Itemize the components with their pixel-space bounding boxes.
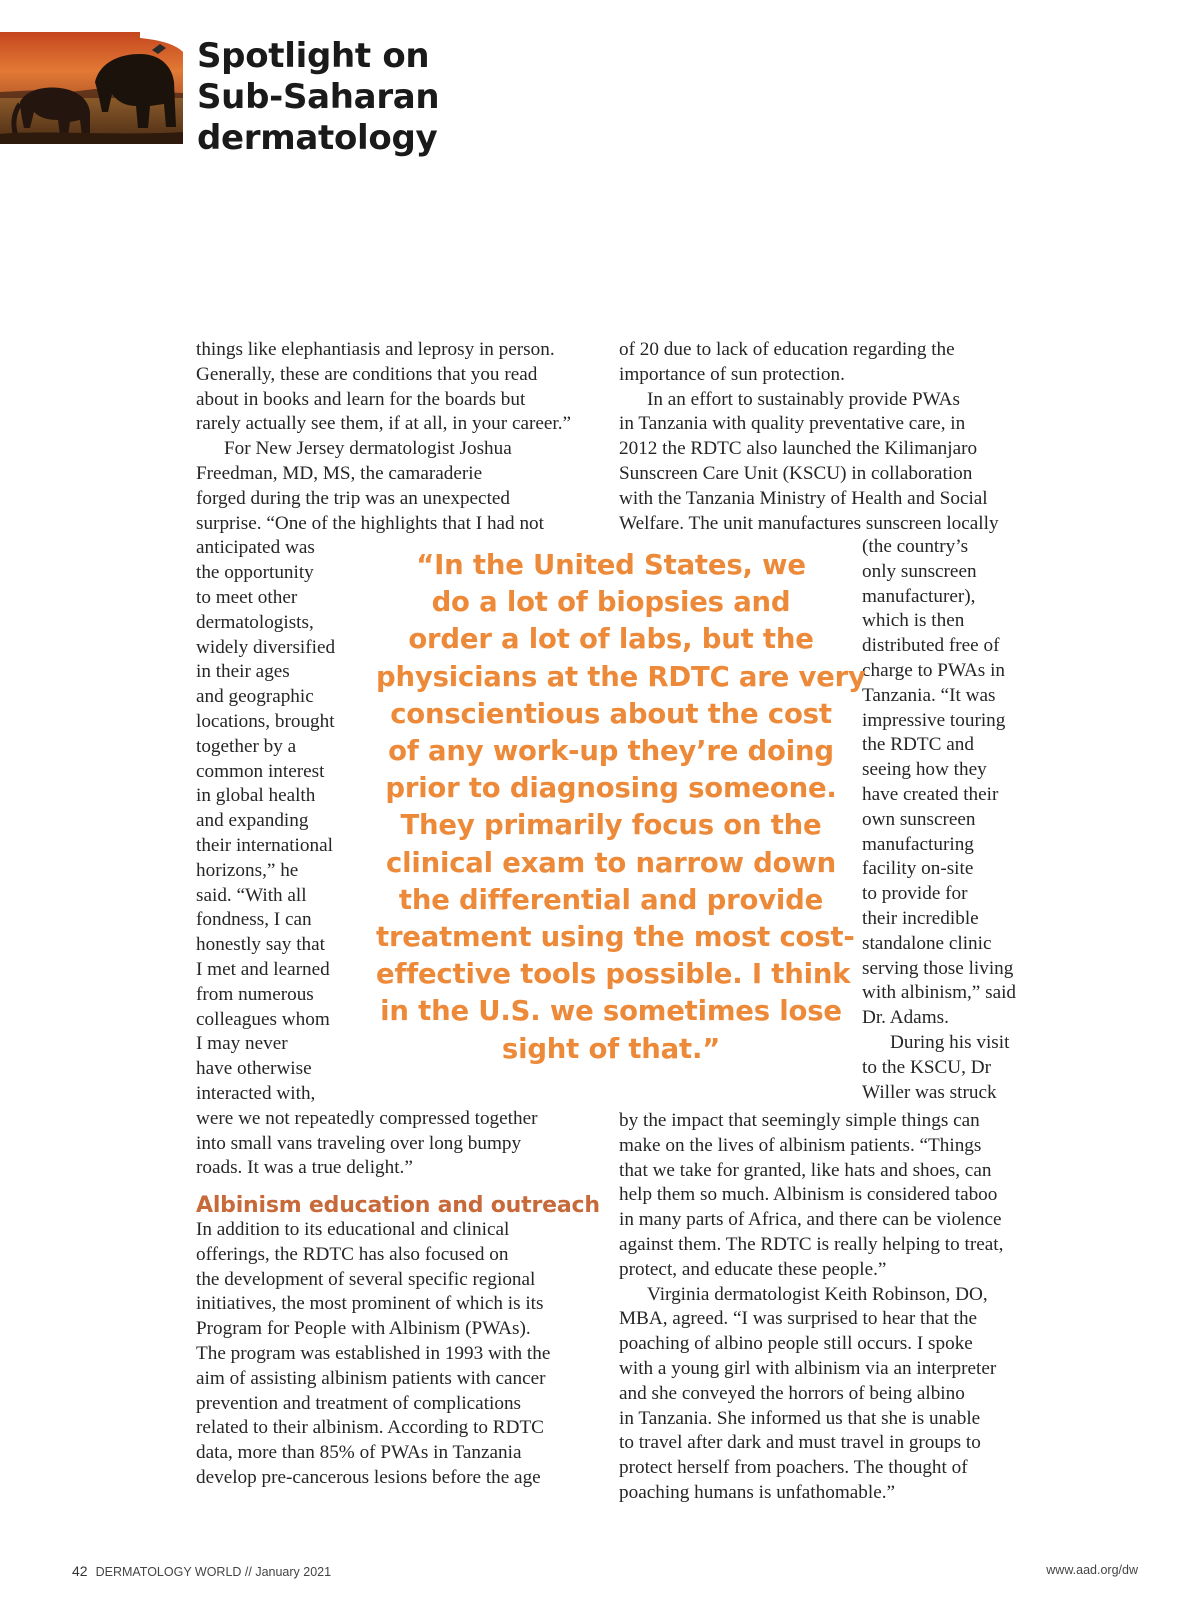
text-line: things like elephantiasis and leprosy in person. — [196, 339, 555, 360]
text-line: Dr. Adams. — [862, 1007, 949, 1029]
text-line: into small vans traveling over long bumpy — [196, 1132, 522, 1154]
text-line: only sunscreen — [862, 560, 977, 582]
text-line: related to their albinism. According to RDTC — [196, 1417, 544, 1439]
text-line: poaching humans is unfathomable.” — [619, 1481, 896, 1503]
quote-line: in the U.S. we sometimes lose — [380, 995, 842, 1028]
text-line: standalone clinic — [862, 932, 992, 954]
page-title — [197, 36, 439, 159]
text-line: In addition to its educational and clinical — [196, 1219, 510, 1240]
text-line: together by a — [196, 735, 297, 757]
text-line: in their ages — [196, 661, 290, 683]
quote-line: do a lot of biopsies and — [431, 586, 791, 619]
text-line: which is then — [862, 610, 965, 632]
text-line: For New Jersey dermatologist Joshua — [224, 438, 512, 460]
text-line: widely diversified — [196, 636, 336, 658]
column-2-bottom — [619, 1109, 1003, 1506]
quote-line: prior to diagnosing someone. — [385, 772, 837, 805]
quote-line: the differential and provide — [398, 883, 824, 916]
text-line: with the Tanzania Ministry of Health and Social — [619, 487, 988, 509]
text-line: with a young girl with albinism via an interpreter — [619, 1357, 997, 1379]
text-line: serving those living — [862, 957, 1014, 979]
text-line: Willer was struck — [862, 1081, 997, 1103]
quote-line: treatment using the most cost- — [376, 921, 855, 954]
text-line: initiatives, the most prominent of which is its — [196, 1293, 544, 1315]
text-line: in Tanzania. She informed us that she is unable — [619, 1407, 981, 1429]
text-line: horizons,” he — [196, 859, 299, 881]
text-line: prevention and treatment of complications — [196, 1392, 522, 1414]
text-line: to the KSCU, Dr — [862, 1056, 991, 1078]
text-line: data, more than 85% of PWAs in Tanzania — [196, 1442, 522, 1464]
text-line: by the impact that seemingly simple things can — [619, 1110, 980, 1131]
quote-line: clinical exam to narrow down — [386, 846, 836, 879]
text-line: Program for People with Albinism (PWAs). — [196, 1318, 531, 1340]
title-line: Spotlight on — [197, 36, 430, 76]
text-line: surprise. “One of the highlights that I had not — [196, 512, 544, 534]
text-line: against them. The RDTC is really helping to treat, — [619, 1233, 1004, 1255]
text-line: colleagues whom — [196, 1008, 330, 1030]
text-line: protect herself from poachers. The thought of — [619, 1457, 968, 1479]
text-line: facility on-site — [862, 858, 974, 880]
text-line: own sunscreen — [862, 808, 976, 830]
text-line: I met and learned — [196, 958, 330, 980]
text-line: of 20 due to lack of education regarding the — [619, 339, 955, 360]
text-line: In an effort to sustainably provide PWAs — [647, 388, 960, 410]
text-line: to meet other — [196, 586, 298, 608]
text-line: During his visit — [890, 1031, 1010, 1053]
quote-line: order a lot of labs, but the — [408, 623, 814, 656]
text-line: with albinism,” said — [862, 982, 1017, 1004]
section-subheading: Albinism education and outreach — [196, 1193, 600, 1218]
text-line: to provide for — [862, 883, 968, 905]
text-line: offerings, the RDTC has also focused on — [196, 1243, 509, 1265]
text-line: in Tanzania with quality preventative care, in — [619, 413, 966, 435]
quote-line: effective tools possible. I think — [376, 958, 851, 991]
text-line: I may never — [196, 1033, 288, 1055]
text-line: to travel after dark and must travel in groups to — [619, 1432, 981, 1454]
text-line: help them so much. Albinism is considered taboo — [619, 1184, 998, 1206]
text-line: distributed free of — [862, 635, 1000, 657]
quote-line: physicians at the RDTC are very — [376, 660, 866, 693]
text-line: aim of assisting albinism patients with cancer — [196, 1367, 546, 1389]
quote-line: sight of that.” — [501, 1032, 721, 1065]
text-line: the opportunity — [196, 562, 314, 584]
quote-line: “In the United States, we — [416, 549, 806, 581]
text-line: Virginia dermatologist Keith Robinson, DO, — [647, 1283, 988, 1305]
quote-line: conscientious about the cost — [390, 697, 832, 730]
text-line: honestly say that — [196, 934, 325, 956]
text-line: and she conveyed the horrors of being albino — [619, 1382, 965, 1404]
pull-quote — [376, 547, 866, 1068]
quote-line: They primarily focus on the — [400, 809, 822, 842]
text-line: rarely actually see them, if at all, in your career.” — [196, 413, 572, 435]
text-line: seeing how they — [862, 759, 987, 781]
text-line: about in books and learn for the boards but — [196, 388, 526, 410]
text-line: dermatologists, — [196, 611, 314, 633]
text-line: protect, and educate these people.” — [619, 1258, 887, 1280]
text-line: have created their — [862, 783, 999, 805]
text-line: Freedman, MD, MS, the camaraderie — [196, 462, 483, 484]
text-line: Generally, these are conditions that you read — [196, 363, 538, 385]
text-line: the development of several specific regional — [196, 1268, 536, 1290]
text-line: locations, brought — [196, 710, 335, 732]
publication-name: DERMATOLOGY WORLD // January 2021 — [95, 1565, 332, 1579]
text-line: (the country’s — [862, 536, 969, 557]
footer-url[interactable]: www.aad.org/dw — [1046, 1563, 1138, 1577]
text-line: importance of sun protection. — [619, 363, 845, 385]
text-line: the RDTC and — [862, 734, 974, 756]
text-line: were we not repeatedly compressed together — [196, 1107, 538, 1129]
column-3-narrow — [862, 535, 1016, 1105]
text-line: manufacturer), — [862, 585, 976, 607]
text-line: and expanding — [196, 810, 309, 832]
text-line: poaching of albino people still occurs. I spoke — [619, 1333, 973, 1355]
text-line: have otherwise — [196, 1058, 312, 1080]
text-line: and geographic — [196, 686, 314, 708]
text-line: from numerous — [196, 983, 314, 1005]
page-number: 42 — [72, 1563, 88, 1579]
text-line: Welfare. The unit manufactures sunscreen locally — [619, 512, 999, 534]
text-line: interacted with, — [196, 1082, 316, 1104]
text-line: in many parts of Africa, and there can be violence — [619, 1209, 1002, 1231]
title-line: Sub-Saharan — [197, 77, 440, 117]
text-line: common interest — [196, 760, 325, 782]
text-line: said. “With all — [196, 884, 307, 906]
text-line: MBA, agreed. “I was surprised to hear that the — [619, 1308, 978, 1330]
quote-line: of any work-up they’re doing — [388, 735, 834, 768]
text-line: in global health — [196, 785, 316, 807]
text-line: 2012 the RDTC also launched the Kilimanjaro — [619, 438, 978, 460]
column-2-top — [619, 338, 999, 536]
title-line: dermatology — [197, 118, 438, 158]
text-line: their international — [196, 834, 333, 856]
text-line: roads. It was a true delight.” — [196, 1157, 413, 1179]
text-line: develop pre-cancerous lesions before the age — [196, 1466, 541, 1488]
text-line: impressive touring — [862, 709, 1006, 731]
text-line: fondness, I can — [196, 909, 312, 931]
text-line: their incredible — [862, 907, 979, 929]
column-1-bottom — [196, 1218, 550, 1491]
footer-publication — [72, 1563, 331, 1579]
text-line: that we take for granted, like hats and shoes, can — [619, 1159, 992, 1181]
text-line: The program was established in 1993 with the — [196, 1342, 551, 1364]
text-line: Sunscreen Care Unit (KSCU) in collaboration — [619, 462, 973, 484]
elephant-sunset-photo — [0, 32, 183, 144]
text-line: manufacturing — [862, 833, 974, 855]
text-line: charge to PWAs in — [862, 659, 1005, 681]
text-line: anticipated was — [196, 537, 315, 559]
text-line: Tanzania. “It was — [862, 684, 996, 706]
text-line: make on the lives of albinism patients. “Things — [619, 1134, 982, 1156]
text-line: forged during the trip was an unexpected — [196, 487, 511, 509]
